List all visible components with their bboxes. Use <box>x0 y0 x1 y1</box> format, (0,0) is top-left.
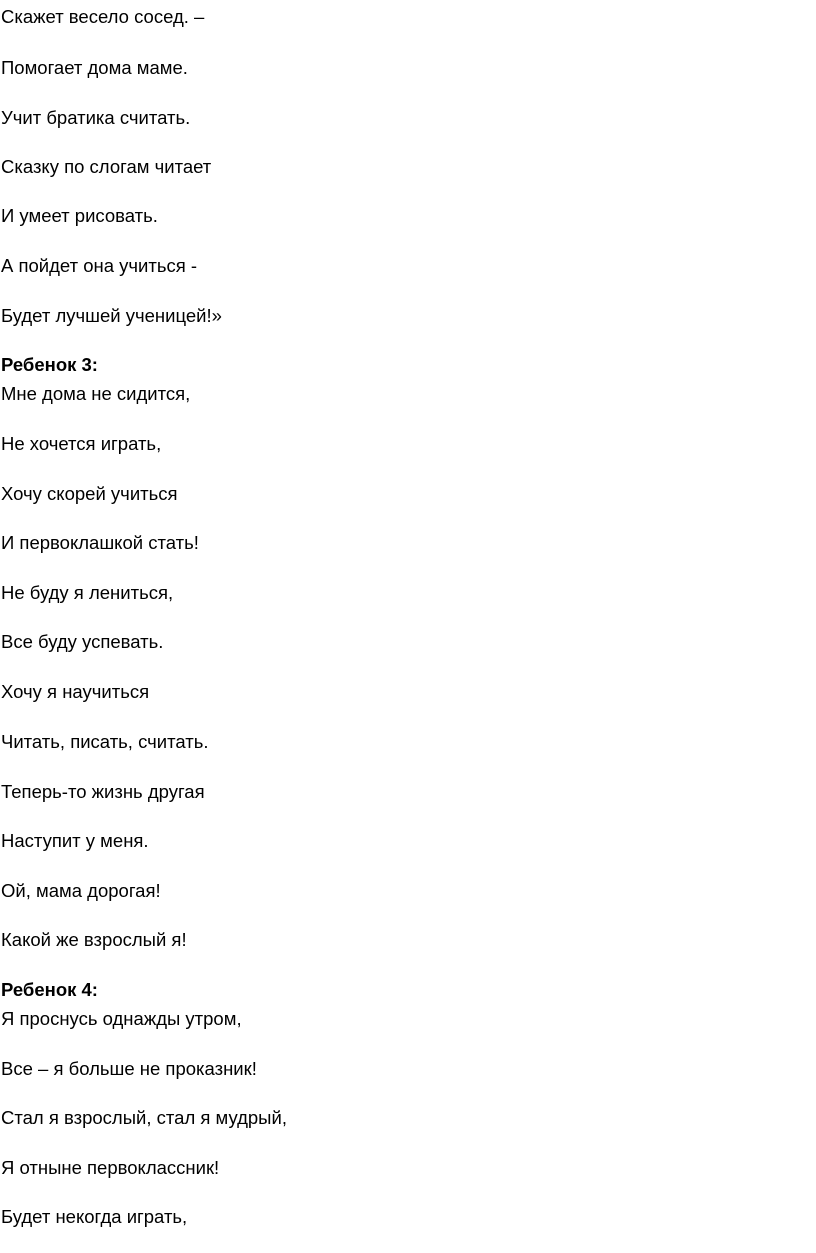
speaker-heading: Ребенок 3: <box>1 354 98 375</box>
poem-line: Стал я взрослый, стал я мудрый, <box>1 1107 287 1128</box>
poem-line: Мне дома не сидится, <box>1 383 191 404</box>
poem-line: Учит братика считать. <box>1 107 191 128</box>
poem-line: Читать, писать, считать. <box>1 731 209 752</box>
poem-line: Будет лучшей ученицей!» <box>1 305 222 326</box>
poem-line: Не хочется играть, <box>1 433 162 454</box>
poem-line: И умеет рисовать. <box>1 205 158 226</box>
poem-line: Я проснусь однажды утром, <box>1 1008 242 1029</box>
poem-line: Будет некогда играть, <box>1 1206 188 1227</box>
speaker-heading: Ребенок 4: <box>1 979 98 1000</box>
poem-line: Не буду я лениться, <box>1 582 174 603</box>
poem-line: Теперь-то жизнь другая <box>1 781 205 802</box>
poem-line: Хочу скорей учиться <box>1 483 178 504</box>
poem-line: Помогает дома маме. <box>1 57 188 78</box>
poem-line: И первоклашкой стать! <box>1 532 199 553</box>
poem-line: Хочу я научиться <box>1 681 150 702</box>
poem-line: А пойдет она учиться - <box>1 255 198 276</box>
poem-line: Все – я больше не проказник! <box>1 1058 257 1079</box>
poem-line: Сказку по слогам читает <box>1 156 212 177</box>
poem-line: Наступит у меня. <box>1 830 149 851</box>
poem-line: Какой же взрослый я! <box>1 929 187 950</box>
poem-line: Ой, мама дорогая! <box>1 880 161 901</box>
poem-line: Я отныне первоклассник! <box>1 1157 220 1178</box>
poem-line: Скажет весело сосед. – <box>1 6 205 27</box>
poem-line: Все буду успевать. <box>1 631 164 652</box>
